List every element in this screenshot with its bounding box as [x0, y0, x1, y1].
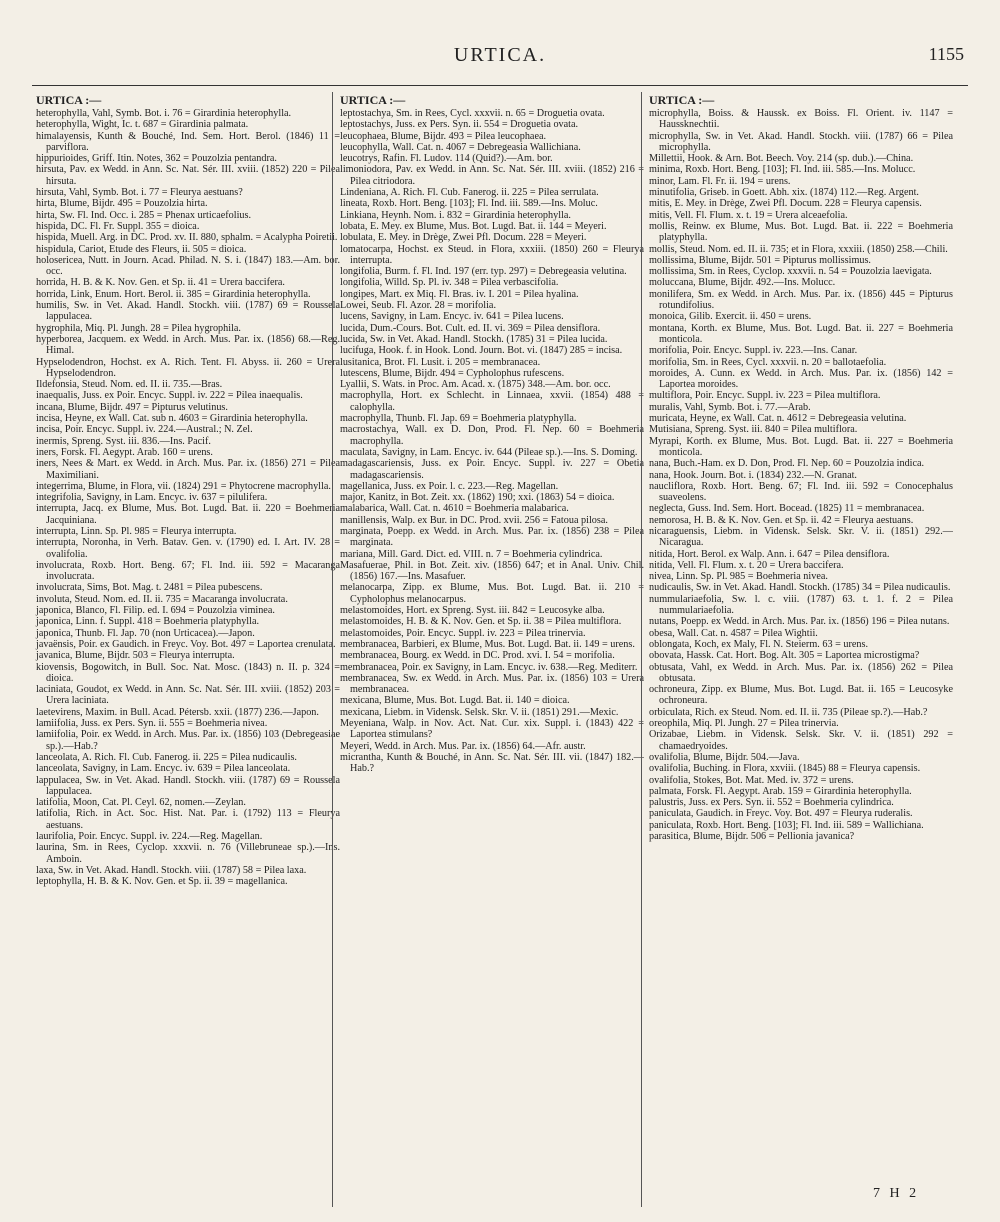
index-entry: leptophylla, H. B. & K. Nov. Gen. et Sp. ii. 39 = magellanica. — [36, 876, 288, 888]
index-entry: Hypselodendron, Hochst. ex A. Rich. Tent. Fl. Abyss. ii. 260 = Urera Hypselodendron. — [36, 356, 340, 379]
index-entry: nana, Buch.-Ham. ex D. Don, Prod. Fl. Nep. 60 = Pouzolzia indica. — [649, 458, 925, 470]
index-entry: limoniodora, Pav. ex Wedd. in Ann. Sc. Nat. Sér. III. xviii. (1852) 216 = Pilea citriodora. — [340, 164, 644, 187]
index-entry: nivea, Linn. Sp. Pl. 985 = Boehmeria nivea. — [649, 571, 828, 583]
index-entry: latifolia, Moon, Cat. Pl. Ceyl. 62, nomen.—Zeylan. — [36, 797, 246, 809]
column-divider — [641, 92, 642, 1207]
column-1 — [36, 94, 340, 887]
index-entry: lucida, Sw. in Vet. Akad. Handl. Stockh. (1785) 31 = Pilea lucida. — [340, 333, 608, 345]
index-entry: longipes, Mart. ex Miq. Fl. Bras. iv. I. 201 = Pilea hyalina. — [340, 288, 579, 300]
index-entry: microphylla, Sw. in Vet. Akad. Handl. Stockh. viii. (1787) 66 = Pilea microphylla. — [649, 130, 953, 153]
index-entry: naucliflora, Roxb. Hort. Beng. 67; Fl. Ind. iii. 592 = Conocephalus suaveolens. — [649, 480, 953, 504]
index-entry: ovalifolia, Blume, Bijdr. 504.—Java. — [649, 751, 800, 763]
index-entry: membranacea, Barbieri, ex Blume, Mus. Bot. Lugd. Bat. ii. 149 = urens. — [340, 638, 635, 650]
index-entry: hyperborea, Jacquem. ex Wedd. in Arch. Mus. Par. ix. (1856) 68.—Reg. Himal. — [36, 333, 340, 357]
index-entry: leucophylla, Wall. Cat. n. 4067 = Debregeasia Wallichiana. — [340, 141, 581, 153]
index-entry: marginata, Poepp. ex Wedd. in Arch. Mus. Par. ix. (1856) 238 = Pilea marginata. — [340, 525, 644, 549]
index-entry: incisa, Heyne, ex Wall. Cat. sub n. 4603 = Girardinia heterophylla. — [36, 413, 308, 425]
index-entry: hispida, DC. Fl. Fr. Suppl. 355 = dioica. — [36, 220, 200, 232]
index-entry: Millettii, Hook. & Arn. Bot. Beech. Voy. 214 (sp. dub.).—China. — [649, 153, 914, 165]
index-entry: heterophylla, Vahl, Symb. Bot. i. 76 = Girardinia heterophylla. — [36, 108, 292, 119]
index-entry: longifolia, Willd. Sp. Pl. iv. 348 = Pilea verbascifolia. — [340, 277, 559, 289]
index-entry: lamiifolia, Poir. ex Wedd. in Arch. Mus. Par. ix. (1856) 103 (Debregeasiae sp.).—Hab.? — [36, 729, 340, 752]
index-entry: mexicana, Liebm. in Vidensk. Selsk. Skr. V. ii. (1851) 291.—Mexic. — [340, 706, 619, 718]
index-entry: lusitanica, Brot. Fl. Lusit. i. 205 = membranacea. — [340, 356, 541, 368]
index-entry: interrupta, Linn. Sp. Pl. 985 = Fleurya interrupta. — [36, 525, 237, 537]
index-entry: orbiculata, Rich. ex Steud. Nom. ed. II. ii. 735 (Pileae sp.?).—Hab.? — [649, 706, 928, 718]
index-entry: parasitica, Blume, Bijdr. 506 = Pellionia javanica? — [649, 831, 855, 842]
index-entry: japonica, Blanco, Fl. Filip. ed. I. 694 = Pouzolzia viminea. — [36, 605, 275, 617]
index-entry: Ildefonsia, Steud. Nom. ed. II. ii. 735.—Bras. — [36, 379, 223, 391]
index-entry: leptostachys, Juss. ex Pers. Syn. ii. 554 = Droguetia ovata. — [340, 119, 579, 131]
index-entry: leucotrys, Rafin. Fl. Ludov. 114 (Quid?).—Am. bor. — [340, 153, 553, 165]
index-entry: horrida, H. B. & K. Nov. Gen. et Sp. ii. 41 = Urera baccifera. — [36, 277, 285, 289]
index-entry: nummulariaefolia, Sw. l. c. viii. (1787) 63. t. 1. f. 2 = Pilea nummulariaefolia. — [649, 593, 953, 617]
index-entry: multiflora, Poir. Encyc. Suppl. iv. 223 = Pilea multiflora. — [649, 390, 881, 402]
index-entry: monilifera, Sm. ex Wedd. in Arch. Mus. Par. ix. (1856) 445 = Pipturus rotundifolius. — [649, 288, 953, 312]
index-entry: mollissima, Blume, Bijdr. 501 = Pipturus mollissimus. — [649, 254, 871, 266]
index-entry: hirsuta, Vahl, Symb. Bot. i. 77 = Fleurya aestuans? — [36, 187, 243, 199]
index-entry: mexicana, Blume, Mus. Bot. Lugd. Bat. ii. 140 = dioica. — [340, 695, 570, 707]
index-entry: Meyeniana, Walp. in Nov. Act. Nat. Cur. xix. Suppl. i. (1843) 422 = Laportea stimulans? — [340, 718, 644, 741]
printer-signature: 7 H 2 — [873, 1186, 920, 1201]
index-entry: muricata, Heyne, ex Wall. Cat. n. 4612 = Debregeasia velutina. — [649, 413, 907, 425]
index-entry: horrida, Link, Enum. Hort. Berol. ii. 385 = Girardinia heterophylla. — [36, 288, 311, 300]
index-entry: mitis, Vell. Fl. Flum. x. t. 19 = Urera alceaefolia. — [649, 209, 848, 221]
index-entry: hispida, Muell. Arg. in DC. Prod. xv. II. 880, sphalm. = Acalypha Poiretii. — [36, 232, 338, 244]
index-entry: melastomoides, H. B. & K. Nov. Gen. et Sp. ii. 38 = Pilea multiflora. — [340, 616, 622, 628]
index-entry: minor, Lam. Fl. Fr. ii. 194 = urens. — [649, 175, 791, 187]
index-entry: involucrata, Sims, Bot. Mag. t. 2481 = Pilea pubescens. — [36, 582, 263, 594]
index-entry: ovalifolia, Buching. in Flora, xxviii. (1845) 88 = Fleurya capensis. — [649, 763, 921, 775]
index-entry: membranacea, Poir. ex Savigny, in Lam. Encyc. iv. 638.—Reg. Mediterr. — [340, 661, 638, 673]
index-entry: javanica, Blume, Bijdr. 503 = Fleurya interrupta. — [36, 650, 235, 662]
index-entry: nicaraguensis, Liebm. in Vidensk. Selsk. Skr. V. ii. (1851) 292.—Nicaragua. — [649, 525, 953, 549]
index-entry: moluccana, Blume, Bijdr. 492.—Ins. Molucc. — [649, 277, 836, 289]
index-entry: japonica, Thunb. Fl. Jap. 70 (non Urticacea).—Japon. — [36, 627, 255, 639]
index-entry: montana, Korth. ex Blume, Mus. Bot. Lugd. Bat. ii. 227 = Boehmeria monticola. — [649, 322, 953, 345]
index-entry: inermis, Spreng. Syst. iii. 836.—Ins. Pacif. — [36, 435, 211, 447]
index-entry: macrophylla, Thunb. Fl. Jap. 69 = Boehmeria platyphylla. — [340, 413, 577, 425]
index-entry: mollis, Reinw. ex Blume, Mus. Bot. Lugd. Bat. ii. 222 = Boehmeria platyphylla. — [649, 220, 953, 244]
index-entry: palmata, Forsk. Fl. Aegypt. Arab. 159 = Girardinia heterophylla. — [649, 785, 912, 797]
column-divider — [332, 92, 333, 1207]
index-entry: lucens, Savigny, in Lam. Encyc. iv. 641 = Pilea lucens. — [340, 311, 564, 323]
index-entry: neglecta, Guss. Ind. Sem. Hort. Bocead. (1825) 11 = membranacea. — [649, 503, 925, 515]
index-entry: lutescens, Blume, Bijdr. 494 = Cypholophus rufescens. — [340, 367, 565, 379]
index-entry: palustris, Juss. ex Pers. Syn. ii. 552 = Boehmeria cylindrica. — [649, 797, 894, 809]
index-entry: macrostachya, Wall. ex D. Don, Prod. Fl. Nep. 60 = Boehmeria macrophylla. — [340, 424, 644, 447]
index-entry: macrophylla, Hort. ex Schlecht. in Linnaea, xxvii. (1854) 488 = calophylla. — [340, 390, 644, 413]
index-entry: hispidula, Cariot, Etude des Fleurs, ii. 505 = dioica. — [36, 243, 247, 255]
index-entry: manillensis, Walp. ex Bur. in DC. Prod. xvii. 256 = Fatoua pilosa. — [340, 514, 608, 526]
index-entry: hirta, Sw. Fl. Ind. Occ. i. 285 = Phenax urticaefolius. — [36, 209, 252, 221]
index-entry: Masafuerae, Phil. in Bot. Zeit. xiv. (1856) 647; et in Anal. Univ. Chil. (1856) 167.—Ins. Masafuer. — [340, 559, 644, 583]
index-entry: interrupta, Jacq. ex Blume, Mus. Bot. Lugd. Bat. ii. 220 = Boehmeria Jacquiniana. — [36, 503, 340, 526]
index-entry: lucida, Dum.-Cours. Bot. Cult. ed. II. vi. 369 = Pilea densiflora. — [340, 322, 601, 334]
index-entry: maculata, Savigny, in Lam. Encyc. iv. 644 (Pileae sp.).—Ins. S. Doming. — [340, 446, 638, 458]
index-entry: Myrapi, Korth. ex Blume, Mus. Bot. Lugd. Bat. ii. 227 = Boehmeria monticola. — [649, 435, 953, 458]
index-entry: hirsuta, Pav. ex Wedd. in Ann. Sc. Nat. Sér. III. xviii. (1852) 220 = Pilea hirsuta. — [36, 164, 340, 187]
index-entry: laxa, Sw. in Vet. Akad. Handl. Stockh. viii. (1787) 58 = Pilea laxa. — [36, 864, 307, 876]
index-entry: nemorosa, H. B. & K. Nov. Gen. et Sp. ii. 42 = Fleurya aestuans. — [649, 514, 914, 526]
index-entry: kiovensis, Bogowitch, in Bull. Soc. Nat. Mosc. (1843) n. II. p. 324 = dioica. — [36, 661, 340, 684]
index-entry: ovalifolia, Stokes, Bot. Mat. Med. iv. 372 = urens. — [649, 774, 854, 786]
index-entry: muralis, Vahl, Symb. Bot. i. 77.—Arab. — [649, 401, 811, 413]
index-entry: hygrophila, Miq. Pl. Jungh. 28 = Pilea hygrophila. — [36, 322, 241, 334]
index-entry: Meyeri, Wedd. in Arch. Mus. Par. ix. (1856) 64.—Afr. austr. — [340, 740, 586, 752]
index-entry: mariana, Mill. Gard. Dict. ed. VIII. n. 7 = Boehmeria cylindrica. — [340, 548, 603, 560]
header-rule — [32, 85, 968, 86]
index-entry: Linkiana, Heynh. Nom. i. 832 = Girardinia heterophylla. — [340, 209, 571, 221]
index-entry: japonica, Linn. f. Suppl. 418 = Boehmeria platyphylla. — [36, 616, 260, 628]
index-entry: lomatocarpa, Hochst. ex Steud. in Flora, xxxiii. (1850) 260 = Fleurya interrupta. — [340, 243, 644, 266]
index-entry: interrupta, Noronha, in Verh. Batav. Gen. v. (1790) ed. I. Art. IV. 28 = ovalifolia. — [36, 537, 340, 560]
index-entry: laurifolia, Poir. Encyc. Suppl. iv. 224.—Reg. Magellan. — [36, 831, 263, 842]
index-entry: Mutisiana, Spreng. Syst. iii. 840 = Pilea multiflora. — [649, 424, 858, 436]
index-entry: leptostachya, Sm. in Rees, Cycl. xxxvii. n. 65 = Droguetia ovata. — [340, 108, 605, 119]
index-entry: monoica, Gilib. Exercit. ii. 450 = urens. — [649, 311, 812, 323]
index-entry: nitida, Hort. Berol. ex Walp. Ann. i. 647 = Pilea densiflora. — [649, 548, 890, 560]
index-entry: obovata, Hassk. Cat. Hort. Bog. Alt. 305 = Laportea microstigma? — [649, 650, 920, 662]
index-entry: minutifolia, Griseb. in Goett. Abh. xix. (1874) 112.—Reg. Argent. — [649, 187, 919, 199]
index-entry: longifolia, Burm. f. Fl. Ind. 197 (err. typ. 297) = Debregeasia velutina. — [340, 266, 627, 278]
index-entry: paniculata, Gaudich. in Freyc. Voy. Bot. 497 = Fleurya ruderalis. — [649, 808, 913, 820]
index-entry: lobulata, E. Mey. in Drège, Zwei Pfl. Docum. 228 = Meyeri. — [340, 232, 587, 244]
column-heading: URTICA :— — [36, 93, 102, 107]
index-entry: incisa, Poir. Encyc. Suppl. iv. 224.—Austral.; N. Zel. — [36, 424, 253, 436]
index-entry: involuta, Steud. Nom. ed. II. ii. 735 = Macaranga involucrata. — [36, 593, 288, 605]
column-3 — [649, 94, 953, 842]
index-entry: major, Kanitz, in Bot. Zeit. xx. (1862) 190; xxi. (1863) 54 = dioica. — [340, 492, 615, 504]
index-entry: javaënsis, Poir. ex Gaudich. in Freyc. Voy. Bot. 497 = Laportea crenulata. — [36, 638, 336, 650]
column-2 — [340, 94, 644, 775]
index-entry: mollissima, Sm. in Rees, Cyclop. xxxvii. n. 54 = Pouzolzia laevigata. — [649, 266, 932, 278]
index-entry: humilis, Sw. in Vet. Akad. Handl. Stockh. viii. (1787) 69 = Roussela lappulacea. — [36, 300, 340, 323]
index-entry: obesa, Wall. Cat. n. 4587 = Pilea Wightii. — [649, 627, 818, 639]
index-entry: integrifolia, Savigny, in Lam. Encyc. iv. 637 = pilulifera. — [36, 492, 268, 504]
index-entry: lappulacea, Sw. in Vet. Akad. Handl. Stockh. viii. (1787) 69 = Roussela lappulacea. — [36, 774, 340, 797]
index-entry: lobata, E. Mey. ex Blume, Mus. Bot. Lugd. Bat. ii. 144 = Meyeri. — [340, 220, 607, 232]
index-entry: incana, Blume, Bijdr. 497 = Pipturus velutinus. — [36, 401, 228, 413]
index-entry: heterophylla, Wight, Ic. t. 687 = Girardinia palmata. — [36, 119, 249, 131]
index-entry: minima, Roxb. Hort. Beng. [103]; Fl. Ind. iii. 585.—Ins. Molucc. — [649, 164, 916, 176]
index-entry: laetevirens, Maxim. in Bull. Acad. Pétersb. xxii. (1877) 236.—Japon. — [36, 706, 319, 718]
index-entry: nudicaulis, Sw. in Vet. Akad. Handl. Stockh. (1785) 34 = Pilea nudicaulis. — [649, 582, 951, 594]
index-entry: oreophila, Miq. Pl. Jungh. 27 = Pilea trinervia. — [649, 718, 839, 730]
index-entry: lamiifolia, Juss. ex Pers. Syn. ii. 555 = Boehmeria nivea. — [36, 718, 268, 730]
index-entry: leucophaea, Blume, Bijdr. 493 = Pilea leucophaea. — [340, 130, 547, 142]
index-entry: iners, Forsk. Fl. Aegypt. Arab. 160 = urens. — [36, 446, 213, 458]
index-entry: iners, Nees & Mart. ex Wedd. in Arch. Mus. Par. ix. (1856) 271 = Pilea Maximiliani. — [36, 458, 340, 481]
index-entry: laciniata, Goudot, ex Wedd. in Ann. Sc. Nat. Sér. III. xviii. (1852) 203 = Urera laciniata. — [36, 684, 340, 707]
index-entry: nutans, Poepp. ex Wedd. in Arch. Mus. Par. ix. (1856) 196 = Pilea nutans. — [649, 616, 950, 628]
index-entry: inaequalis, Juss. ex Poir. Encyc. Suppl. iv. 222 = Pilea inaequalis. — [36, 390, 303, 402]
column-heading: URTICA :— — [340, 93, 406, 107]
index-entry: obtusata, Vahl, ex Wedd. in Arch. Mus. Par. ix. (1856) 262 = Pilea obtusata. — [649, 661, 953, 684]
column-heading: URTICA :— — [649, 93, 715, 107]
index-entry: mollis, Steud. Nom. ed. II. ii. 735; et in Flora, xxxiii. (1850) 258.—Chili. — [649, 243, 948, 255]
index-entry: oblongata, Koch, ex Maly, Fl. N. Steierm. 63 = urens. — [649, 638, 868, 650]
index-entry: nana, Hook. Journ. Bot. i. (1834) 232.—N. Granat. — [649, 469, 857, 481]
index-entry: Orizabae, Liebm. in Vidensk. Selsk. Skr. V. ii. (1851) 292 = chamaedryoides. — [649, 729, 953, 752]
index-entry: nitida, Vell. Fl. Flum. x. t. 20 = Urera baccifera. — [649, 559, 844, 571]
index-entry: laurina, Sm. in Rees, Cyclop. xxxvii. n. 76 (Villebruneae sp.).—Ins. Amboin. — [36, 842, 340, 865]
index-entry: integerrima, Blume, in Flora, vii. (1824) 291 = Phytocrene macrophylla. — [36, 480, 331, 492]
index-entry: microphylla, Boiss. & Haussk. ex Boiss. Fl. Orient. iv. 1147 = Haussknechtii. — [649, 108, 953, 131]
index-entry: lanceolata, Savigny, in Lam. Encyc. iv. 639 = Pilea lanceolata. — [36, 763, 291, 775]
index-entry: melastomoides, Hort. ex Spreng. Syst. iii. 842 = Leucosyke alba. — [340, 605, 605, 617]
index-entry: Lyallii, S. Wats. in Proc. Am. Acad. x. (1875) 348.—Am. bor. occ. — [340, 379, 611, 391]
index-entry: mitis, E. Mey. in Drège, Zwei Pfl. Docum. 228 = Fleurya capensis. — [649, 198, 922, 210]
index-entry: micrantha, Kunth & Bouché, in Ann. Sc. Nat. Sér. III. vii. (1847) 182.—Hab.? — [340, 751, 644, 775]
index-entry: lineata, Roxb. Hort. Beng. [103]; Fl. Ind. iii. 589.—Ins. Moluc. — [340, 198, 598, 210]
index-entry: magellanica, Juss. ex Poir. l. c. 223.—Reg. Magellan. — [340, 480, 559, 492]
index-entry: holosericea, Nutt. in Journ. Acad. Philad. N. S. i. (1847) 183.—Am. bor. occ. — [36, 254, 340, 278]
running-title: URTICA. — [453, 44, 547, 66]
index-entry: himalayensis, Kunth & Bouché, Ind. Sem. Hort. Berol. (1846) 11 = parviflora. — [36, 130, 340, 153]
index-entry: lucifuga, Hook. f. in Hook. Lond. Journ. Bot. vi. (1847) 285 = incisa. — [340, 345, 623, 357]
index-entry: hirta, Blume, Bijdr. 495 = Pouzolzia hirta. — [36, 198, 208, 210]
index-entry: involucrata, Roxb. Hort. Beng. 67; Fl. Ind. iii. 592 = Macaranga involucrata. — [36, 559, 340, 583]
index-entry: melastomoides, Poir. Encyc. Suppl. iv. 223 = Pilea trinervia. — [340, 627, 586, 639]
index-entry: lanceolata, A. Rich. Fl. Cub. Fanerog. ii. 225 = Pilea nudicaulis. — [36, 751, 297, 763]
index-entry: membranacea, Bourg. ex Wedd. in DC. Prod. xvi. I. 54 = morifolia. — [340, 650, 615, 662]
index-entry: morifolia, Poir. Encyc. Suppl. iv. 223.—Ins. Canar. — [649, 345, 858, 357]
index-entry: moroides, A. Cunn. ex Wedd. in Arch. Mus. Par. ix. (1856) 142 = Laportea moroides. — [649, 367, 953, 391]
index-entry: paniculata, Roxb. Hort. Beng. [103]; Fl. Ind. iii. 589 = Wallichiana. — [649, 819, 924, 831]
index-entry: ochroneura, Zipp. ex Blume, Mus. Bot. Lugd. Bat. ii. 165 = Leucosyke ochroneura. — [649, 684, 953, 707]
index-entry: melanocarpa, Zipp. ex Blume, Mus. Bot. Lugd. Bat. ii. 210 = Cypholophus melanocarpus. — [340, 582, 644, 605]
index-entry: membranacea, Sw. ex Wedd. in Arch. Mus. Par. ix. (1856) 103 = Urera membranacea. — [340, 672, 644, 696]
page-number: 1155 — [928, 44, 964, 64]
index-entry: malabarica, Wall. Cat. n. 4610 = Boehmeria malabarica. — [340, 503, 569, 515]
index-entry: latifolia, Rich. in Act. Soc. Hist. Nat. Par. i. (1792) 113 = Fleurya aestuans. — [36, 808, 340, 831]
index-entry: hippurioides, Griff. Itin. Notes, 362 = Pouzolzia pentandra. — [36, 153, 277, 165]
index-entry: Lowei, Seub. Fl. Azor. 28 = morifolia. — [340, 300, 496, 312]
index-entry: Lindeniana, A. Rich. Fl. Cub. Fanerog. ii. 225 = Pilea serrulata. — [340, 187, 599, 199]
index-entry: madagascariensis, Juss. ex Poir. Encyc. Suppl. iv. 227 = Obetia madagascariensis. — [340, 458, 644, 481]
index-entry: morifolia, Sm. in Rees, Cycl. xxxvii. n. 20 = ballotaefolia. — [649, 356, 887, 368]
